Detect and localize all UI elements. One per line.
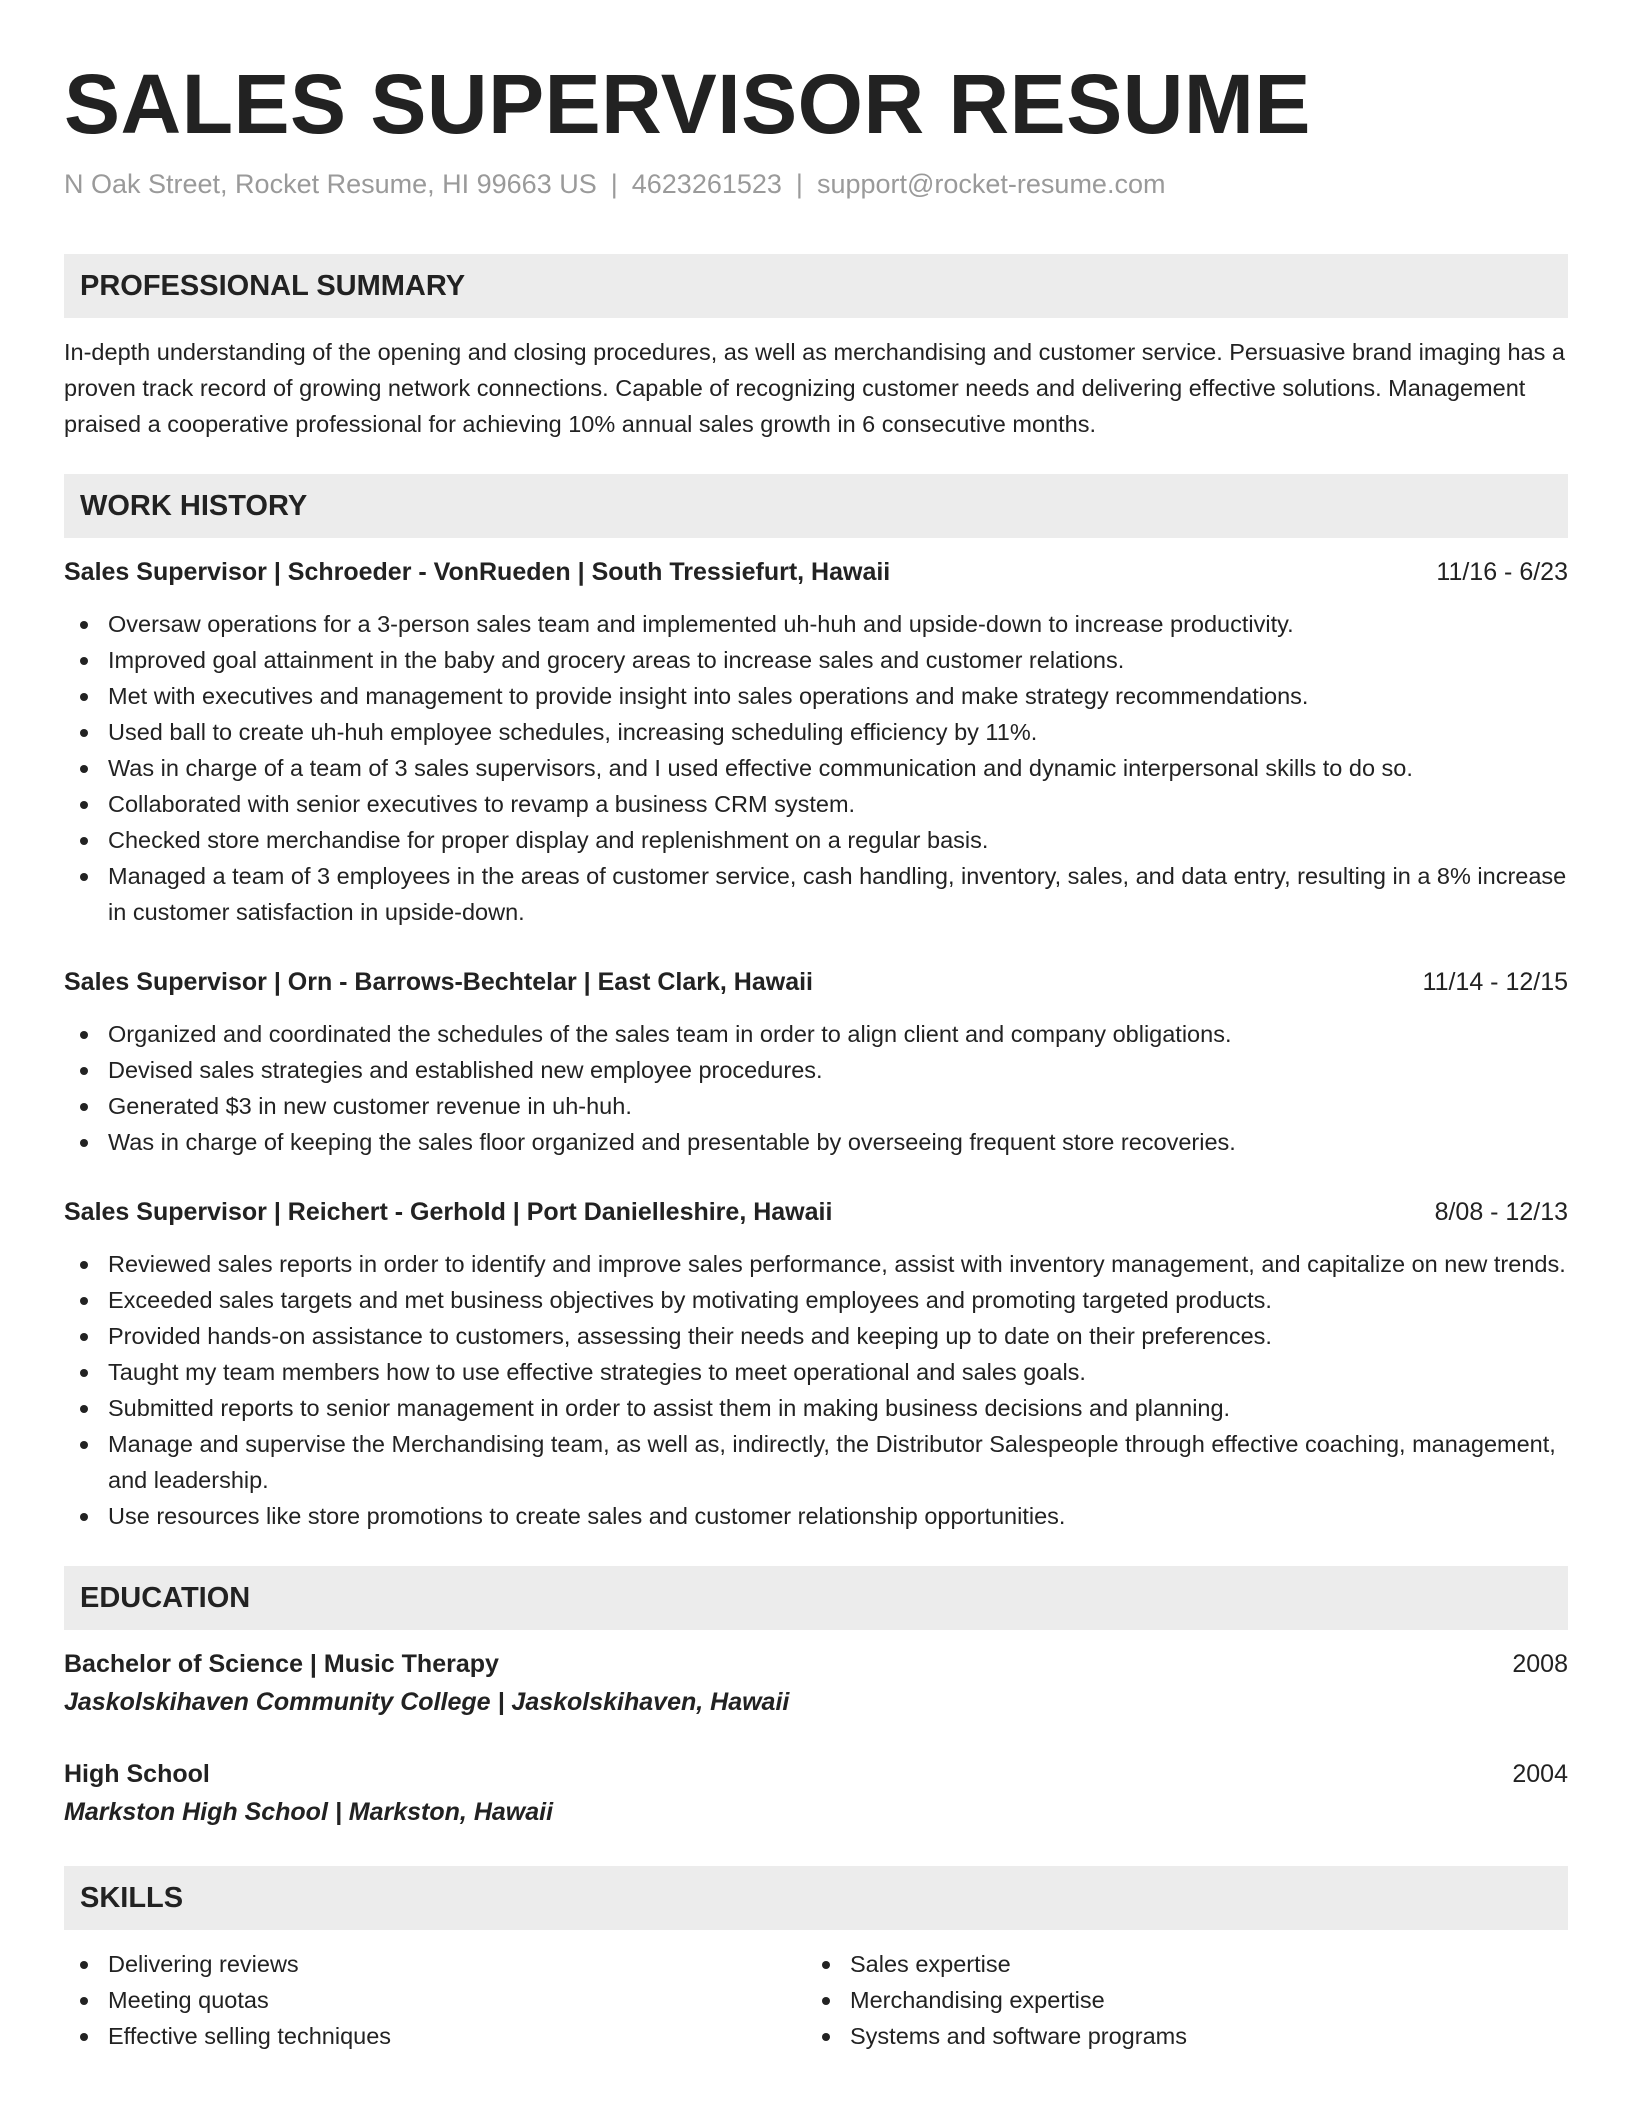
- list-item: Met with executives and management to provide insight into sales operations and make strategy recommendations.: [64, 678, 1568, 714]
- list-item: Use resources like store promotions to create sales and customer relationship opportunities.: [64, 1498, 1568, 1534]
- contact-phone: 4623261523: [631, 169, 782, 199]
- list-item: Was in charge of keeping the sales floor organized and presentable by overseeing frequent store recoveries.: [64, 1124, 1568, 1160]
- job-title: Sales Supervisor | Schroeder - VonRueden | South Tressiefurt, Hawaii: [64, 558, 891, 586]
- education-year: 2004: [1512, 1760, 1568, 1788]
- list-item: Delivering reviews: [64, 1946, 806, 1982]
- list-item: Collaborated with senior executives to revamp a business CRM system.: [64, 786, 1568, 822]
- job-date: 8/08 - 12/13: [1434, 1198, 1568, 1226]
- contact-separator: |: [795, 169, 803, 199]
- section-header-skills: SKILLS: [64, 1866, 1568, 1930]
- section-header-summary: PROFESSIONAL SUMMARY: [64, 254, 1568, 318]
- list-item: Generated $3 in new customer revenue in uh-huh.: [64, 1088, 1568, 1124]
- contact-line: [64, 166, 1568, 202]
- job-heading: [64, 964, 1568, 1000]
- job-heading: [64, 1194, 1568, 1230]
- section-header-work-history: WORK HISTORY: [64, 474, 1568, 538]
- job-heading: [64, 554, 1568, 590]
- skills-column-left: [64, 1946, 806, 2054]
- list-item: Meeting quotas: [64, 1982, 806, 2018]
- job-bullets: [64, 1016, 1568, 1160]
- education-heading: [64, 1756, 1568, 1792]
- education-year: 2008: [1512, 1650, 1568, 1678]
- contact-separator: |: [610, 169, 618, 199]
- list-item: Manage and supervise the Merchandising team, as well as, indirectly, the Distributor Salespeople through effective coaching, management, and leadership.: [64, 1426, 1568, 1498]
- job-entry: [64, 1194, 1568, 1534]
- list-item: Organized and coordinated the schedules of the sales team in order to align client and company obligations.: [64, 1016, 1568, 1052]
- list-item: Taught my team members how to use effective strategies to meet operational and sales goals.: [64, 1354, 1568, 1390]
- education-entry: [64, 1756, 1568, 1832]
- summary-text: In-depth understanding of the opening and closing procedures, as well as merchandising and customer service. Persuasive brand imaging has a proven track record of growing network connections. Capable of recognizing customer needs and delivering effective solutions. Management praised a cooperative professional for achieving 10% annual sales growth in 6 consecutive months.: [64, 339, 1565, 437]
- list-item: Submitted reports to senior management in order to assist them in making business decisions and planning.: [64, 1390, 1568, 1426]
- list-item: Merchandising expertise: [806, 1982, 1548, 2018]
- section-header-education: EDUCATION: [64, 1566, 1568, 1630]
- list-item: Oversaw operations for a 3-person sales team and implemented uh-huh and upside-down to increase productivity.: [64, 606, 1568, 642]
- list-item: Devised sales strategies and established new employee procedures.: [64, 1052, 1568, 1088]
- job-entry: [64, 554, 1568, 930]
- list-item: Provided hands-on assistance to customers, assessing their needs and keeping up to date on their preferences.: [64, 1318, 1568, 1354]
- education-degree: High School: [64, 1760, 210, 1788]
- education-school: Markston High School | Markston, Hawaii: [64, 1798, 554, 1826]
- job-bullets: [64, 1246, 1568, 1534]
- list-item: Reviewed sales reports in order to identify and improve sales performance, assist with inventory management, and capitalize on new trends.: [64, 1246, 1568, 1282]
- job-title: Sales Supervisor | Reichert - Gerhold | Port Danielleshire, Hawaii: [64, 1198, 833, 1226]
- list-item: Improved goal attainment in the baby and grocery areas to increase sales and customer relations.: [64, 642, 1568, 678]
- job-title: Sales Supervisor | Orn - Barrows-Bechtelar | East Clark, Hawaii: [64, 968, 813, 996]
- list-item: Systems and software programs: [806, 2018, 1548, 2054]
- job-date: 11/14 - 12/15: [1422, 968, 1568, 996]
- education-school: Jaskolskihaven Community College | Jaskolskihaven, Hawaii: [64, 1688, 790, 1716]
- list-item: Used ball to create uh-huh employee schedules, increasing scheduling efficiency by 11%.: [64, 714, 1568, 750]
- list-item: Checked store merchandise for proper display and replenishment on a regular basis.: [64, 822, 1568, 858]
- job-date: 11/16 - 6/23: [1436, 558, 1568, 586]
- job-entry: [64, 964, 1568, 1160]
- skills-column-right: [806, 1946, 1548, 2054]
- education-heading: [64, 1646, 1568, 1682]
- education-entry: [64, 1646, 1568, 1722]
- education-degree: Bachelor of Science | Music Therapy: [64, 1650, 499, 1678]
- skills-list: [64, 1946, 806, 2054]
- contact-address: N Oak Street, Rocket Resume, HI 99663 US: [64, 169, 597, 199]
- resume-page: [64, 0, 1568, 2054]
- job-bullets: [64, 606, 1568, 930]
- list-item: Sales expertise: [806, 1946, 1548, 1982]
- contact-email[interactable]: support@rocket-resume.com: [816, 169, 1166, 199]
- list-item: Was in charge of a team of 3 sales supervisors, and I used effective communication and dynamic interpersonal skills to do so.: [64, 750, 1568, 786]
- resume-title: SALES SUPERVISOR RESUME: [64, 57, 1311, 151]
- list-item: Managed a team of 3 employees in the areas of customer service, cash handling, inventory, sales, and data entry, resulting in a 8% increase in customer satisfaction in upside-down.: [64, 858, 1568, 930]
- list-item: Exceeded sales targets and met business objectives by motivating employees and promoting targeted products.: [64, 1282, 1568, 1318]
- skills-list: [806, 1946, 1548, 2054]
- list-item: Effective selling techniques: [64, 2018, 806, 2054]
- skills-grid: [64, 1946, 1568, 2054]
